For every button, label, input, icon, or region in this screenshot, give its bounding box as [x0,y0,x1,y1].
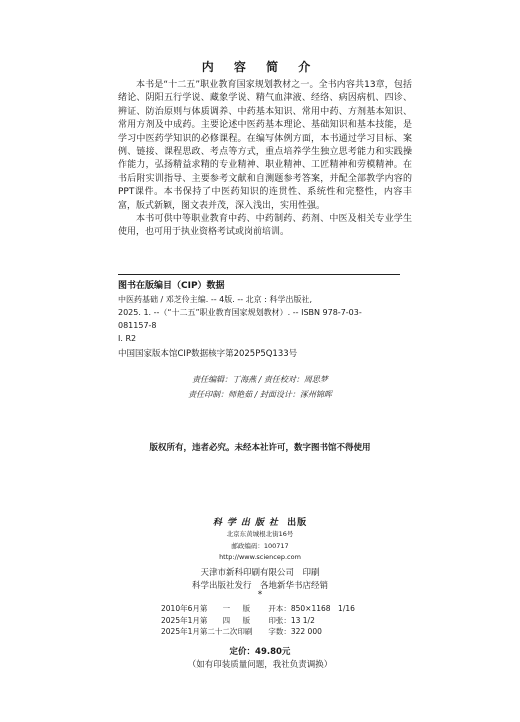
edition-row [161,615,359,627]
edition-date: 2025年1月第二十二次印刷 [161,627,253,636]
printing-details [0,567,520,592]
copyright-notice: 版权所有，违者必究。未经本社许可，数字图书馆不得使用 [149,443,371,453]
summary-text [118,79,412,240]
edition-row [161,603,359,615]
cip-record-number: 中国国家版本馆CIP数据核字第2025P5Q133号 [118,349,298,359]
edition-type: 版 [242,615,251,625]
edition-date: 2025年1月第 [161,615,208,625]
distributor-line: 科学出版社发行 各地新华书店经销 [191,580,328,591]
edition-detail: 印张：13 1/2 [268,615,315,625]
cip-heading: 图书在版编目（CIP）数据 [118,281,225,291]
cip-data [118,293,400,345]
publisher-postcode: 邮政编码：100717 [231,541,289,550]
edition-detail: 字数：322 000 [268,627,322,636]
cip-line: Ⅰ. R2 [118,334,137,343]
summary-paragraph: 本书是“十二五”职业教育国家规划教材之一。全书内容共13章，包括绪论、阴阳五行学说、藏象学说、精气血津液、经络、病因病机、四诊、辨证、防治原则与体质调养、中药基本知识、常用中药、方剂基本知识、常用方剂及中成药。主要论述中医药基本理论、基础知识和基本技能，是学习中医药学知识的必修课程。在编写体例方面，本书通过学习目标、案例、链接、课程思政、考点等方式，重点培养学生独立思考能力和实践操作能力，弘扬精益求精的专业精神、职业精神、工匠精神和劳模精神。在书后附实训指导、主要参考文献和自测题参考答案，并配全部教学内容的PPT课件。本书保持了中医药知识的连贯性、系统性和完整性，内容丰富，版式新颖，图文表并茂，深入浅出，实用性强。 [118,80,412,211]
edition-row [161,626,359,638]
edition-number: 四 [222,615,231,625]
edition-info-table [161,603,359,638]
divider-line [118,274,400,275]
editor-line: 责任编辑：丁海燕 / 责任校对：周思梦 [192,375,328,384]
edition-date: 2010年6月第 [161,604,208,613]
separator-star: * [257,590,263,600]
cip-line: 2025. 1. --（“十二五”职业教育国家规划教材）. -- ISBN 978-7-03- [118,308,362,317]
quality-note: （如有印装质量问题，我社负责调换） [187,660,333,670]
publisher-logo-text: 科学出版社 [212,518,283,528]
publisher-address: 北京东黄城根北街16号 [226,530,294,538]
edition-type: 版 [242,604,251,613]
publisher-details [0,529,520,564]
publisher-name [0,515,520,528]
summary-title: 内 容 简 介 [201,60,319,74]
edition-detail: 开本：850×1168 1/16 [268,604,355,613]
publisher-suffix: 出版 [287,518,308,528]
cip-line: 081157-8 [118,321,157,330]
price: 定价：49.80元 [229,647,291,657]
editor-line: 责任印制：师艳茹 / 封面设计：涿州锦晖 [188,390,332,399]
cip-line: 中医药基础 / 邓芝伶主编. -- 4版. -- 北京 : 科学出版社, [118,295,312,304]
printer-line: 天津市新科印刷有限公司 印刷 [200,568,320,578]
summary-paragraph: 本书可供中等职业教育中药、中药制药、药剂、中医及相关专业学生使用，也可用于执业资格考试或岗前培训。 [118,214,412,238]
editors-credits [0,372,520,402]
edition-number: 一 [222,604,231,613]
publisher-url: http://www.sciencep.com [219,553,301,561]
